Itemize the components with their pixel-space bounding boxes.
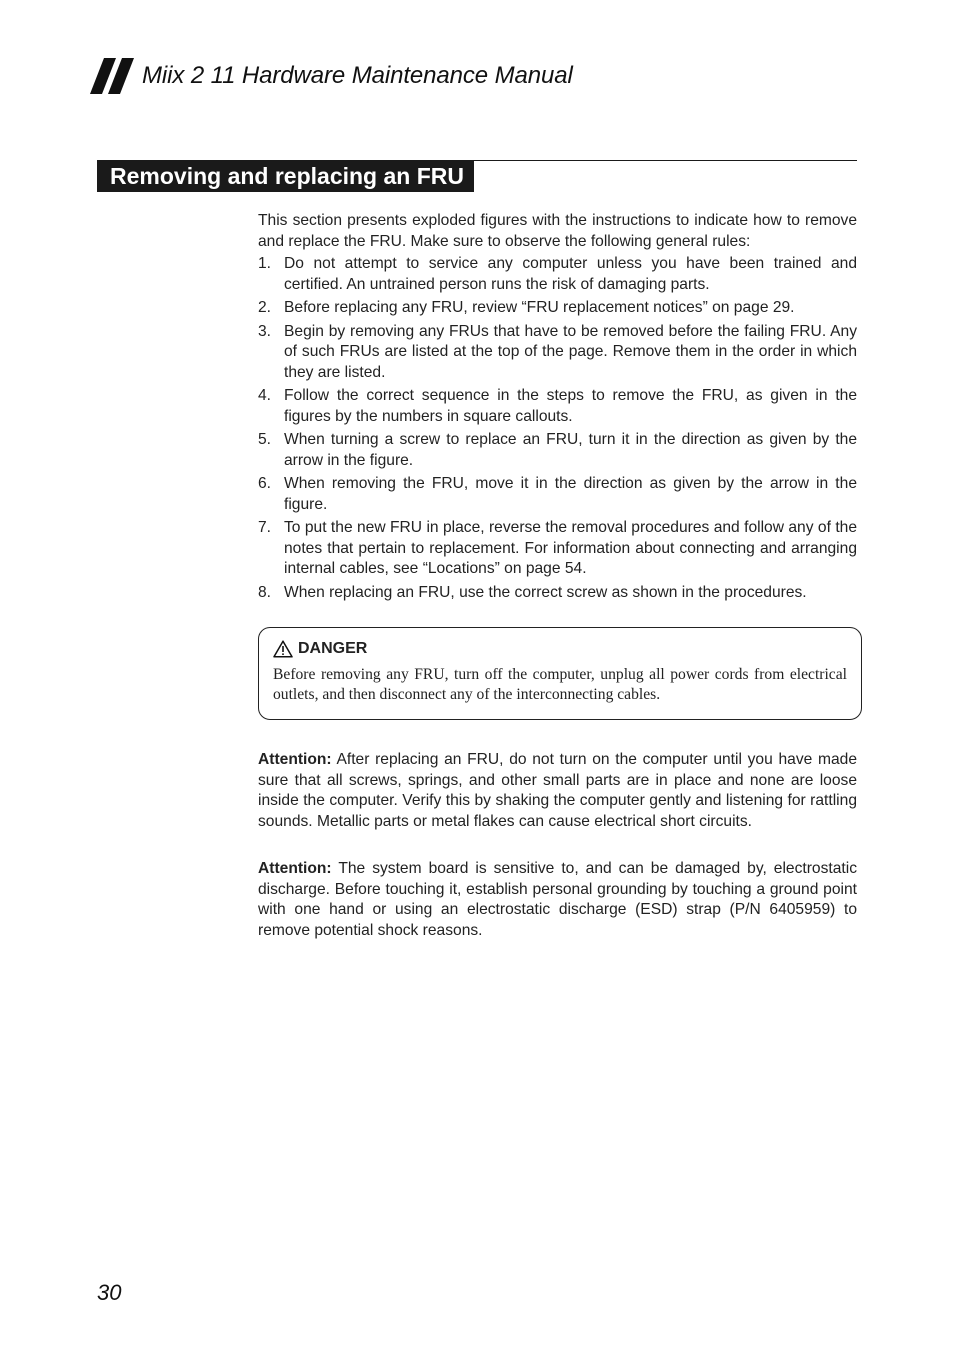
list-text: When replacing an FRU, use the correct screw as shown in the procedures. [284, 583, 807, 601]
list-number: 7. [258, 519, 272, 536]
list-item [258, 254, 857, 295]
list-text: Follow the correct sequence in the steps to remove the FRU, as given in the figures by the numbers in square callouts. [284, 387, 857, 425]
section-body [258, 211, 857, 941]
double-slash-icon [90, 58, 136, 94]
list-item [258, 430, 857, 471]
list-text: To put the new FRU in place, reverse the removal procedures and follow any of the notes that pertain to replacement. For information about connecting and arranging internal cables, see “Locations” on page 54. [284, 519, 857, 577]
page-header [90, 58, 573, 94]
list-number: 5. [258, 431, 272, 448]
list-number: 2. [258, 299, 272, 316]
attention-text: The system board is sensitive to, and can be damaged by, electrostatic discharge. Before touching it, establish personal grounding by touching a ground point with one hand or using an electrostatic discharge (ESD) strap (P/N 6405959) to remove potential shock reasons. [258, 860, 857, 939]
page-number: 30 [97, 1280, 122, 1305]
intro-paragraph: This section presents exploded figures with the instructions to indicate how to remove and replace the FRU. Make sure to observe the following general rules: [258, 212, 857, 250]
list-item [258, 322, 857, 384]
manual-title: Miix 2 11 Hardware Maintenance Manual [142, 62, 573, 89]
attention-label: Attention: [258, 751, 332, 768]
danger-notice [258, 627, 862, 720]
section-heading: Removing and replacing an FRU [97, 161, 474, 192]
list-item [258, 474, 857, 515]
attention-paragraph [258, 859, 857, 941]
danger-heading [273, 639, 847, 659]
danger-text: Before removing any FRU, turn off the computer, unplug all power cords from electrical outlets, and then disconnect any of the interconnecting cables. [273, 666, 847, 703]
list-item [258, 583, 857, 604]
list-text: Do not attempt to service any computer unless you have been trained and certified. An untrained person runs the risk of damaging parts. [284, 255, 857, 293]
attention-text: After replacing an FRU, do not turn on the computer until you have made sure that all screws, springs, and other small parts are in place and none are loose inside the computer. Verify this by shaking the computer gently and listening for rattling sounds. Metallic parts or metal flakes can cause electrical short circuits. [258, 751, 857, 830]
list-item [258, 386, 857, 427]
list-text: When removing the FRU, move it in the direction as given by the arrow in the figure. [284, 475, 857, 513]
list-number: 6. [258, 475, 272, 492]
list-text: Before replacing any FRU, review “FRU replacement notices” on page 29. [284, 299, 795, 316]
list-number: 1. [258, 255, 272, 272]
list-item [258, 518, 857, 580]
list-text: When turning a screw to replace an FRU, turn it in the direction as given by the arrow in the figure. [284, 431, 857, 469]
attention-paragraph [258, 750, 857, 832]
list-number: 4. [258, 387, 272, 404]
warning-triangle-icon [273, 640, 293, 658]
list-number: 8. [258, 583, 272, 601]
attention-label: Attention: [258, 860, 332, 877]
danger-label: DANGER [298, 640, 368, 657]
list-text: Begin by removing any FRUs that have to be removed before the failing FRU. Any of such FRUs are listed at the top of the page. Remove them in the order in which they are listed. [284, 322, 857, 381]
general-rules-list [258, 254, 857, 603]
list-number: 3. [258, 322, 272, 340]
list-item [258, 298, 857, 319]
